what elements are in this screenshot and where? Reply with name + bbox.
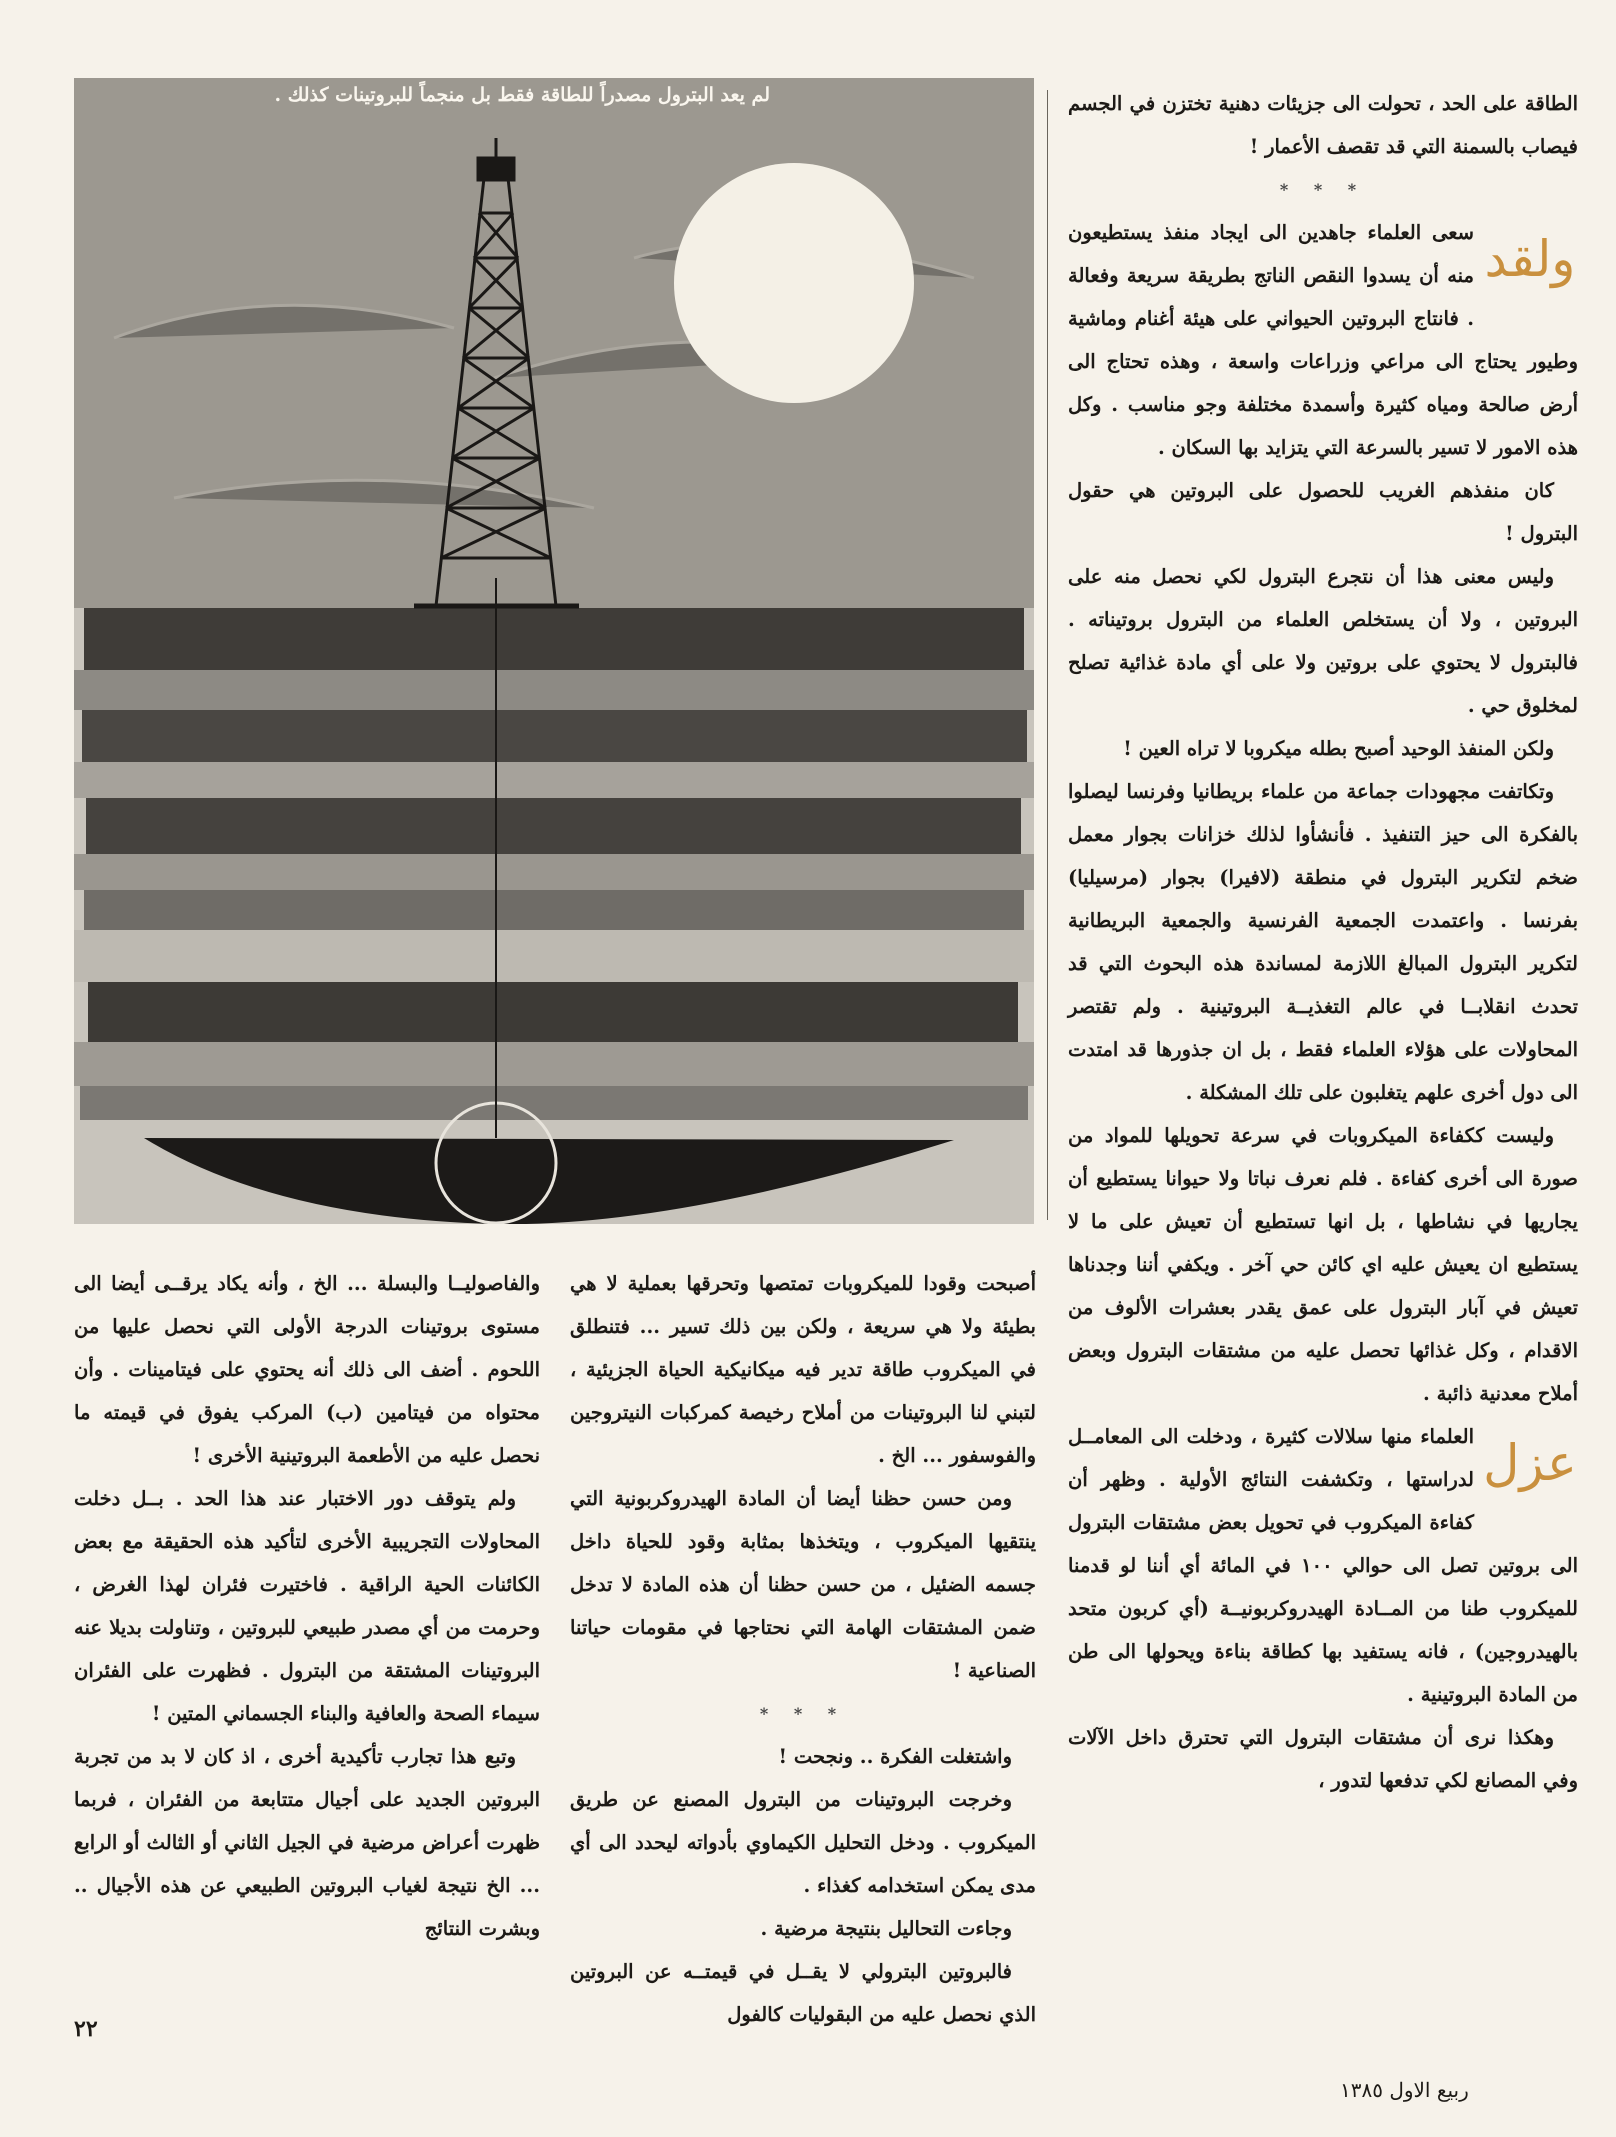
paragraph: وجاءت التحاليل بنتيجة مرضية .: [760, 1917, 1012, 1940]
paragraph: واشتغلت الفكرة .. ونجحت !: [778, 1745, 1012, 1768]
paragraph: العلماء منها سلالات كثيرة ، ودخلت الى المعامــل لدراستها ، وتكشفت النتائج الأولية . وظهر أن كفاءة الميكروب في تحويل بعض مشتقات البترول الى بروتين تصل الى حوالي ١٠٠ في المائة أي أننا لو قدمنا للميكروب طنا من المــادة الهيدروكربونيــة (أي كربون متحد بالهيدروجين) ، فانه يستفيد بها كطاقة بناءة ويحولها الى طن من المادة البروتينية .: [1068, 1425, 1578, 1706]
paragraph: وتبع هذا تجارب تأكيدية أخرى ، اذ كان لا بد من تجربة البروتين الجديد على أجيال متتابعة من الفئران ، فربما ظهرت أعراض مرضية في الجيل الثاني أو الثالث أو الرابع ... الخ نتيجة لغياب البروتين الطبيعي عن هذه الأجيال .. وبشرت النتائج: [74, 1745, 540, 1940]
paragraph: ولكن المنفذ الوحيد أصبح بطله ميكروبا لا تراه العين !: [1123, 737, 1554, 760]
section-separator: * * *: [759, 1704, 847, 1723]
paragraph: فالبروتين البترولي لا يقــل في قيمتــه عن البروتين الذي نحصل عليه من البقوليات كالفول: [570, 1960, 1036, 2026]
paragraph: سعى العلماء جاهدين الى ايجاد منفذ يستطيعون منه أن يسدوا النقص الناتج بطريقة سريعة وفعالة . فانتاج البروتين الحيواني على هيئة أغنام وماشية وطيور يحتاج الى مراعي وزراعات واسعة ، وهذه تحتاج الى أرض صالحة ومياه كثيرة وأسمدة مختلفة وجو مناسب . وكل هذه الامور لا تسير بالسرعة التي يتزايد بها السكان .: [1068, 221, 1578, 459]
paragraph: والفاصوليــا والبسلة ... الخ ، وأنه يكاد يرقــى أيضا الى مستوى بروتينات الدرجة الأولى التي نحصل عليها من اللحوم . أضف الى ذلك أنه يحتوي على فيتامينات . وأن محتواه من فيتامين (ب) المركب يفوق في قيمته ما نحصل عليه من الأطعمة البروتينية الأخرى !: [74, 1272, 540, 1467]
middle-column: [570, 1262, 1036, 2036]
right-column: [1068, 82, 1578, 1802]
illustration-caption: لم يعد البترول مصدراً للطاقة فقط بل منجماً للبروتينات كذلك .: [274, 84, 770, 106]
paragraph: الطاقة على الحد ، تحولت الى جزيئات دهنية تختزن في الجسم فيصاب بالسمنة التي قد تقصف الأعمار !: [1068, 92, 1578, 158]
issue-date: ربيع الاول ١٣٨٥: [1340, 2078, 1469, 2102]
paragraph: كان منفذهم الغريب للحصول على البروتين هي حقول البترول !: [1068, 479, 1578, 545]
drop-cap: ولقد: [1484, 230, 1576, 288]
paragraph: وليس معنى هذا أن نتجرع البترول لكي نحصل منه على البروتين ، ولا أن يستخلص العلماء من البترول بروتيناته . فالبترول لا يحتوي على بروتين ولا على أي مادة غذائية تصلح لمخلوق حي .: [1068, 565, 1578, 717]
paragraph: ولم يتوقف دور الاختبار عند هذا الحد . بــل دخلت المحاولات التجريبية الأخرى لتأكيد هذه الحقيقة مع بعض الكائنات الحية الراقية . فاختيرت فئران لهذا الغرض ، وحرمت من أي مصدر طبيعي للبروتين ، وتناولت بديلا عنه البروتينات المشتقة من البترول . فظهرت على الفئران سيماء الصحة والعافية والبناء الجسماني المتين !: [74, 1487, 540, 1725]
page-number: ٢٢: [74, 2016, 98, 2042]
paragraph: أصبحت وقودا للميكروبات تمتصها وتحرقها بعملية لا هي بطيئة ولا هي سريعة ، ولكن بين ذلك تسير ... فتنطلق في الميكروب طاقة تدير فيه ميكانيكية الحياة الجزيئية ، لتبني لنا البروتينات من أملاح رخيصة كمركبات النيتروجين والفوسفور ... الخ .: [570, 1272, 1036, 1467]
sun-icon: [674, 163, 914, 403]
section-separator: * * *: [1279, 180, 1367, 199]
left-column: [74, 1262, 540, 1950]
paragraph: وليست ككفاءة الميكروبات في سرعة تحويلها للمواد من صورة الى أخرى كفاءة . فلم نعرف نباتا ولا حيوانا يستطيع أن يجاريها في نشاطها ، بل انها تستطيع أن تعيش على ما لا يستطيع ان يعيش عليه اي كائن حي آخر . ويكفي أننا وجدناها تعيش في آبار البترول على عمق يقدر بعشرات الألوف من الاقدام ، وكل غذائها تحصل عليه من مشتقات البترول وبعض أملاح معدنية ذائبة .: [1068, 1124, 1578, 1405]
paragraph: وتكاتفت مجهودات جماعة من علماء بريطانيا وفرنسا ليصلوا بالفكرة الى حيز التنفيذ . فأنشأوا لذلك خزانات بجوار معمل ضخم لتكرير البترول في منطقة (لافيرا) بجوار (مرسيليا) بفرنسا . واعتمدت الجمعية الفرنسية والجمعية البريطانية لتكرير البترول المبالغ اللازمة لمساندة هذه البحوث التي قد تحدث انقلابــا في عالم التغذيــة البروتينية . ولم تقتصر المحاولات على هؤلاء العلماء فقط ، بل ان جذورها قد امتدت الى دول أخرى علهم يتغلبون على تلك المشكلة .: [1068, 780, 1578, 1104]
paragraph: وخرجت البروتينات من البترول المصنع عن طريق الميكروب . ودخل التحليل الكيماوي بأدواته ليحدد الى أي مدى يمكن استخدامه كغذاء .: [570, 1788, 1036, 1897]
drop-cap: عزل: [1483, 1434, 1577, 1492]
column-divider: [1047, 90, 1048, 1220]
paragraph: وهكذا نرى أن مشتقات البترول التي تحترق داخل الآلات وفي المصانع لكي تدفعها لتدور ،: [1068, 1726, 1578, 1792]
oil-derrick-illustration: [74, 78, 1034, 1224]
paragraph: ومن حسن حظنا أيضا أن المادة الهيدروكربونية التي ينتقيها الميكروب ، ويتخذها بمثابة وقود للحياة داخل جسمه الضئيل ، من حسن حظنا أن هذه المادة لا تدخل ضمن المشتقات الهامة التي نحتاجها في مقومات حياتنا الصناعية !: [570, 1487, 1036, 1682]
